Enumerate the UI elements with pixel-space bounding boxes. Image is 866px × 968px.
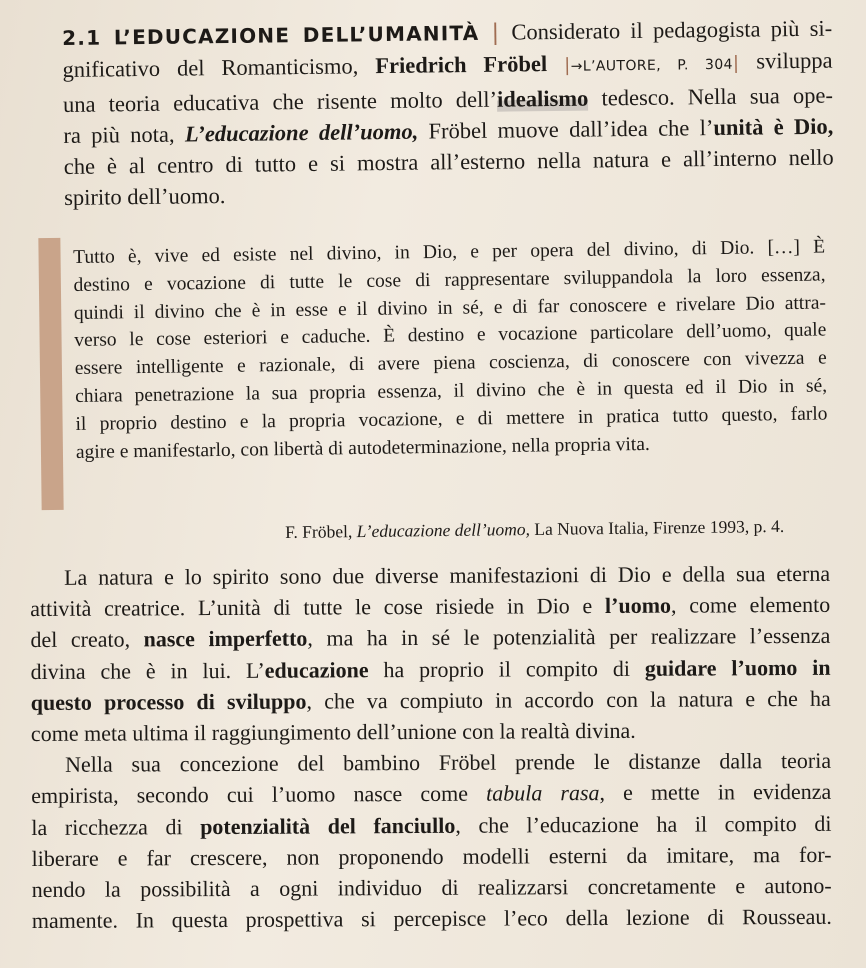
- quote-line: destino e vocazione di tutte le cose di rappresentare sviluppandola la loro essenza,: [73, 264, 826, 296]
- quote-line: essere intelligente e razionale, di avere piena coscienza, di conoscere con vivezza e: [74, 347, 827, 380]
- section-title: L’EDUCAZIONE DELL’UMANITÀ: [113, 20, 480, 50]
- unita-keyword: unità è Dio,: [713, 113, 834, 141]
- body-line: mamente. In questa prospettiva si percepisce l’eco della lezione di Rousseau.: [31, 904, 832, 934]
- body-text: [30, 558, 832, 937]
- body-line: attività creatrice. L’unità di tutte le cose risiede in Dio e l’uomo, come elemento: [30, 592, 831, 622]
- work-title: L’educazione dell’uomo,: [184, 118, 419, 147]
- intro-line-6: spirito dell’uomo.: [63, 183, 226, 210]
- body-line: del creato, nasce imperfetto, ma ha in sé le potenzialità per realizzare l’essenza: [30, 623, 831, 653]
- frobel-name: Friedrich Fröbel: [375, 51, 548, 79]
- body-line: questo processo di sviluppo, che va compiuto in accordo con la natura e che ha: [30, 685, 831, 715]
- quote-line: chiara penetrazione la sua propria essenza, il divino che è in questa ed il Dio in sé,: [74, 375, 828, 407]
- intro-line-3: una teoria educativa che risente molto dell’idealismo tedesco. Nella sua ope-: [62, 82, 834, 117]
- quotation-block: [73, 234, 828, 467]
- quote-line: il proprio destino e la propria vocazione, e di mettere in pratica tutto questo, farlo: [75, 403, 828, 435]
- arrow-icon: →: [570, 58, 583, 75]
- quote-line: agire e manifestarlo, con libertà di autodeterminazione, nella propria vita.: [75, 433, 650, 463]
- body-line: Nella sua concezione del bambino Fröbel prende le distanze dalla teoria: [64, 748, 832, 778]
- intro-paragraph: [62, 13, 834, 213]
- body-paragraph-2: [31, 745, 832, 936]
- quote-line: Tutto è, vive ed esiste nel divino, in Dio, e per opera del divino, di Dio. […] È: [73, 236, 826, 268]
- section-number: 2.1: [62, 25, 102, 50]
- heading-tail: Considerato il pedagogista più si-: [511, 15, 833, 45]
- body-line: liberare e far crescere, non proponendo modelli esterni da imitare, ma for-: [31, 841, 832, 871]
- intro-line-4: ra più nota, L’educazione dell’uomo, Fröbel muove dall’idea che l’unità è Dio,: [63, 113, 834, 148]
- author-reference-link[interactable]: |→L’AUTORE, P. 304|: [564, 52, 740, 76]
- section-heading: [62, 21, 479, 50]
- body-line: divina che è in lui. L’educazione ha proprio il compito di guidare l’uomo in: [30, 654, 831, 684]
- body-line: la ricchezza di potenzialità del fanciullo, che l’educazione ha il compito di: [31, 810, 832, 840]
- body-line: empirista, secondo cui l’uomo nasce come tabula rasa, e mette in evidenza: [31, 779, 832, 809]
- intro-line-5: che è al centro di tutto e si mostra all’esterno nella natura e all’interno nello: [63, 144, 834, 179]
- intro-line-2: gnificativo del Romanticismo, Friedrich Fröbel |→L’AUTORE, P. 304| sviluppa: [62, 47, 833, 82]
- body-line: La natura e lo spirito sono due diverse manifestazioni di Dio e della sua eterna: [64, 560, 831, 590]
- body-line: nendo la possibilità a ogni individuo di realizzarsi concretamente e autono-: [31, 872, 832, 903]
- quote-line: quindi il divino che è in esse e il divino in sé, e di far conoscere e rivelare Dio attra-: [73, 292, 827, 324]
- citation-title: L’educazione dell’uomo,: [356, 519, 531, 542]
- body-line: come meta ultima il raggiungimento dell’unione con la realtà divina.: [30, 717, 636, 747]
- idealismo-keyword: idealismo: [496, 85, 589, 112]
- heading-separator: |: [491, 19, 500, 46]
- quote-accent-bar: [38, 238, 63, 510]
- quote-citation: F. Fröbel, L’educazione dell’uomo, La Nuova Italia, Firenze 1993, p. 4.: [285, 515, 785, 542]
- body-paragraph-1: [30, 558, 831, 749]
- quote-line: verso le cose esteriori e caduche. È destino e vocazione particolare dell’uomo, quale: [74, 319, 827, 352]
